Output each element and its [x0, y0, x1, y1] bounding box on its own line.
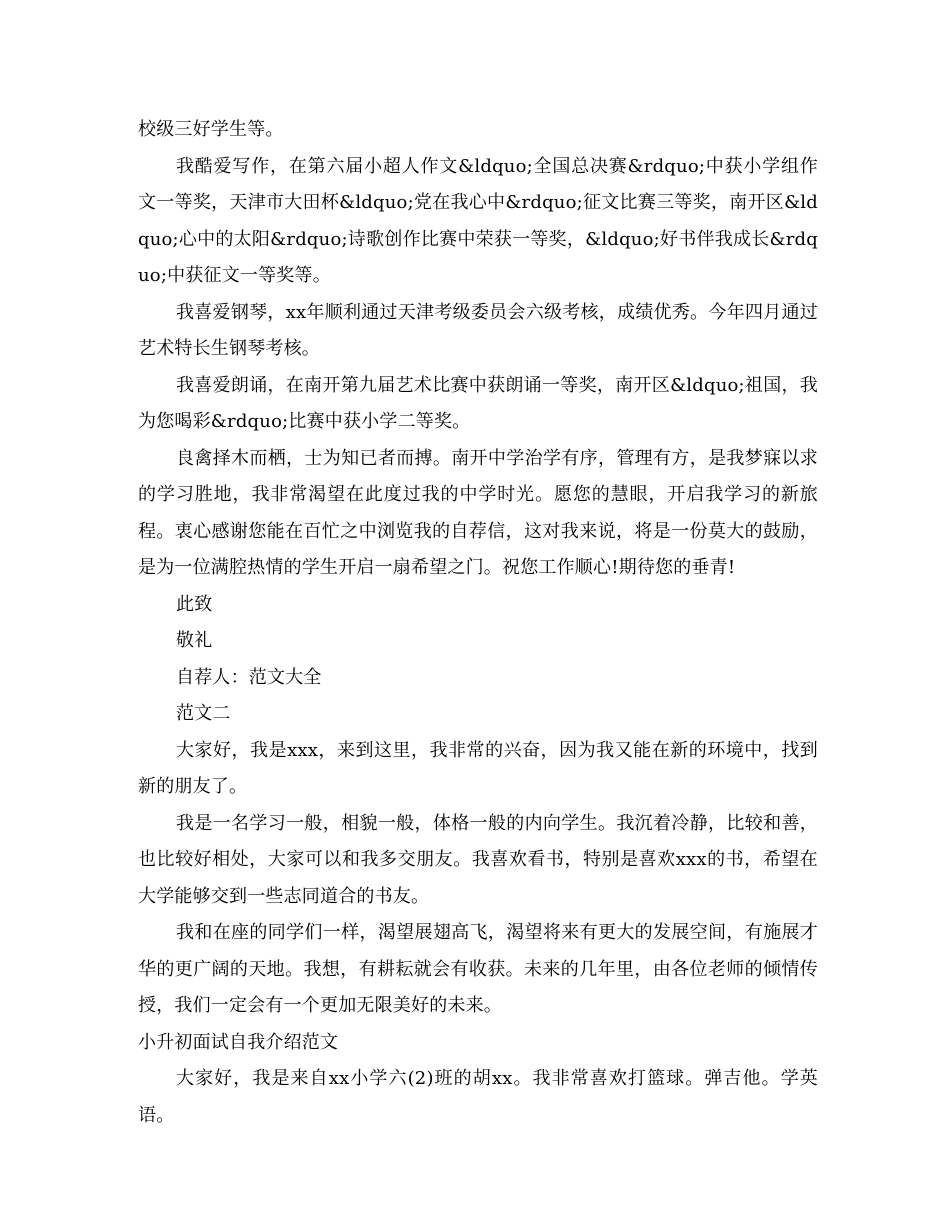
paragraph-11: 我是一名学习一般，相貌一般，体格一般的内向学生。我沉着冷静，比较和善，也比较好相处，大家可以和我多交朋友。我喜欢看书，特别是喜欢xxx的书，希望在大学能够交到一些志同道合的书友。: [138, 812, 818, 907]
paragraph-5: 良禽择木而栖，士为知已者而搏。南开中学治学有序，管理有方，是我梦寐以求的学习胜地，我非常渴望在此度过我的中学时光。愿您的慧眼，开启我学习的新旅程。衷心感谢您能在百忙之中浏览我的自荐信，这对我来说，将是一份莫大的鼓励，是为一位满腔热情的学生开启一扇希望之门。祝您工作顺心!期待您的垂青!: [138, 447, 818, 578]
section-heading: 小升初面试自我介绍范文: [138, 1031, 339, 1053]
paragraph-12: 我和在座的同学们一样，渴望展翅高飞，渴望将来有更大的发展空间，有施展才华的更广阔的天地。我想，有耕耘就会有收获。未来的几年里，由各位老师的倾情传授，我们一定会有一个更加无限美好的未来。: [138, 922, 818, 1016]
paragraph-7: 敬礼: [176, 630, 213, 651]
paragraph-2: 我酷爱写作，在第六届小超人作文&ldquo;全国总决赛&rdquo;中获小学组作文一等奖，天津市大田杯&ldquo;党在我心中&rdquo;征文比赛三等奖，南开区&ldquo;心中的太阳&rdquo;诗歌创作比赛中荣获一等奖，&ldquo;好书伴我成长&rdquo;中获征文一等奖等。: [138, 155, 818, 286]
paragraph-8: 自荐人：范文大全: [176, 666, 322, 688]
paragraph-6: 此致: [176, 593, 213, 615]
document-body: [138, 112, 818, 1134]
paragraph-14: 大家好，我是来自xx小学六(2)班的胡xx。我非常喜欢打篮球。弹吉他。学英语。: [138, 1068, 818, 1126]
paragraph-1: 校级三好学生等。: [138, 119, 284, 140]
paragraph-4: 我喜爱朗诵，在南开第九届艺术比赛中获朗诵一等奖，南开区&ldquo;祖国，我为您喝彩&rdquo;比赛中获小学二等奖。: [138, 374, 818, 432]
paragraph-3: 我喜爱钢琴，xx年顺利通过天津考级委员会六级考核，成绩优秀。今年四月通过艺术特长生钢琴考核。: [138, 301, 818, 359]
paragraph-9: 范文二: [176, 703, 231, 724]
paragraph-10: 大家好，我是xxx，来到这里，我非常的兴奋，因为我又能在新的环境中，找到新的朋友了。: [138, 739, 818, 797]
